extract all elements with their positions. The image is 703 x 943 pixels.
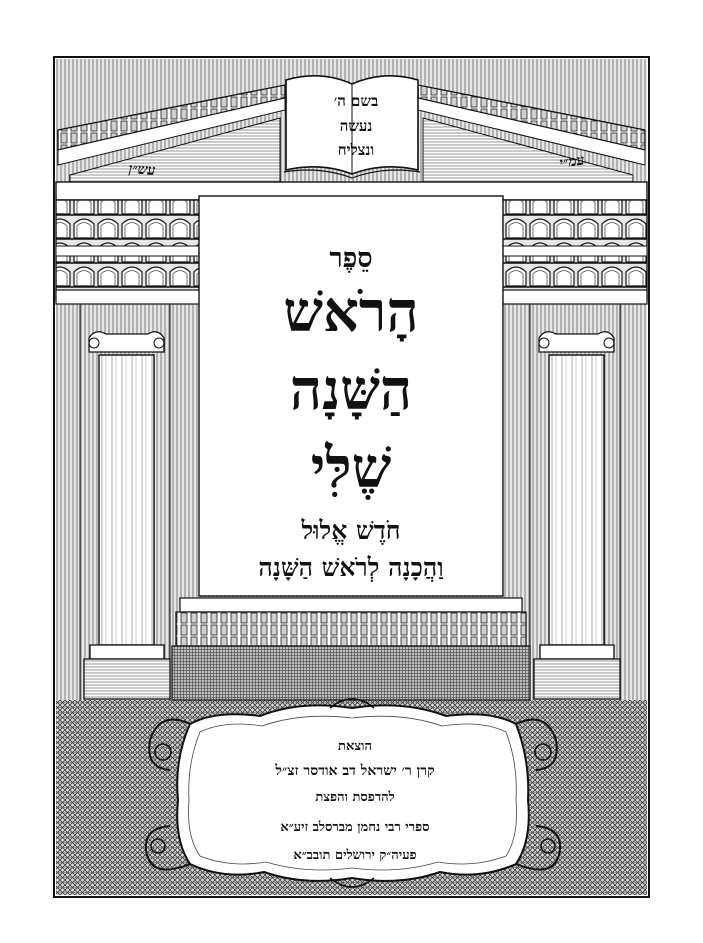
publisher-line-4: ספרי רבי נחמן מברסלב זיע״א [280,820,430,835]
book-blessing-line-1: בשם ה׳ [333,92,379,110]
left-pediment-inscription: עש״ן [128,161,156,179]
publisher-line-3: להדפסת והפצת [315,790,395,805]
subtitle-line-1: חֹדֶשׁ אֱלוּל [301,516,401,545]
book-blessing-line-3: ונצליח [337,141,375,159]
subtitle-line-2: וַהֲכָנָה לְרֹאשׁ הַשָּׁנָה [258,553,444,582]
book-title-line-2: הַשָּׁנָה [289,357,413,423]
book-title-line-3: שֶׁלִּי [310,435,392,501]
publisher-line-1: הוצאת [338,739,372,754]
book-title-line-1: הָרֹאשׁ [283,279,419,345]
sefer-label: סֵפֶר [329,243,373,274]
book-blessing-line-2: נעשה [339,117,373,135]
publisher-line-2: קרן ר׳ ישראל דב אודסר זצ״ל [275,763,435,779]
right-pediment-inscription: עמ״י [558,152,586,172]
publisher-line-5: פעיה״ק ירושלים תובב״א [293,848,417,863]
